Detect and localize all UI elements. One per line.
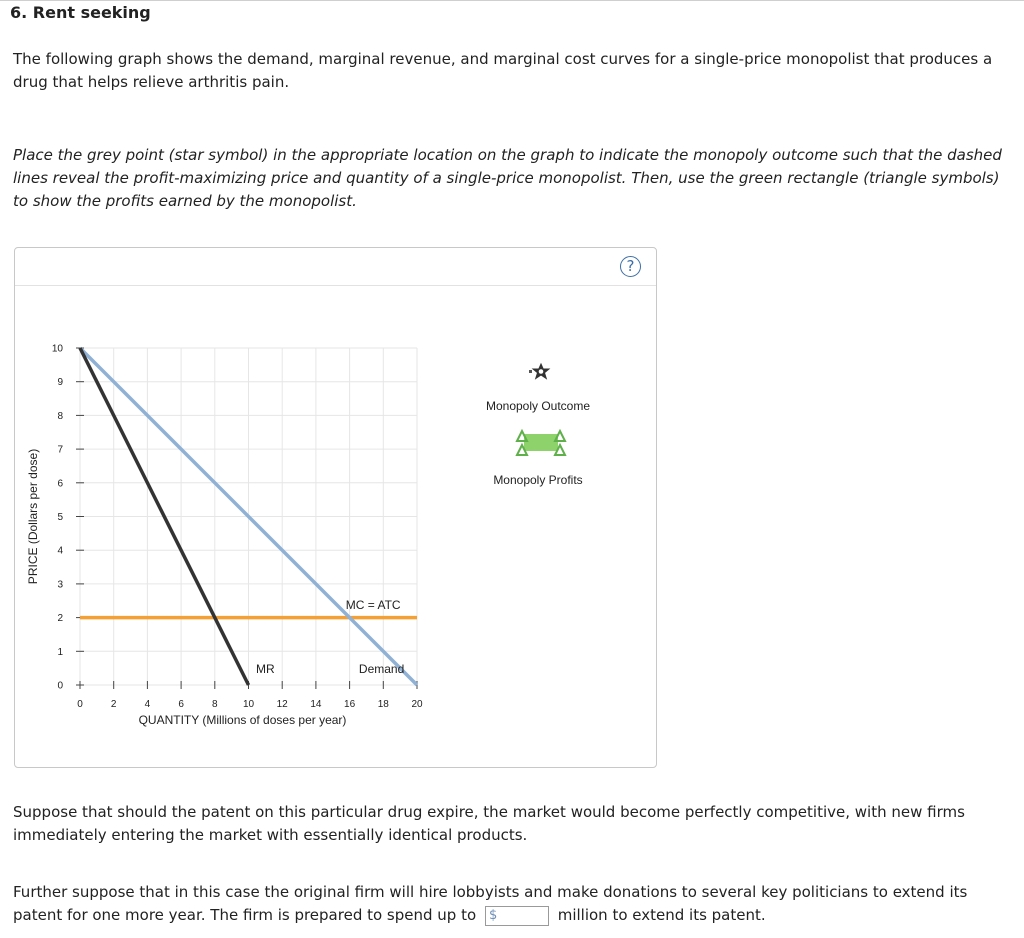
x-tick-label-16: 16 (344, 699, 356, 710)
patent-text: Suppose that should the patent on this particular drug expire, the market would become perfectly competitive, with new firms immediately entering the market with essentially identical products. (13, 803, 965, 844)
star-center (539, 369, 544, 374)
graph-panel (14, 247, 657, 768)
x-tick-label-18: 18 (377, 699, 389, 710)
mc-atc-label: MC = ATC (345, 598, 401, 613)
triangle-icon-top-left (517, 431, 527, 441)
monopoly-profits-tool[interactable] (517, 431, 565, 455)
chart-svg (15, 248, 656, 767)
x-axis-title: QUANTITY (Millions of doses per year) (138, 713, 347, 727)
y-tick-label-1: 1 (57, 646, 63, 658)
answer-input[interactable] (485, 906, 549, 926)
y-tick-label-3: 3 (57, 579, 63, 591)
dollar-sign: $ (488, 907, 498, 923)
x-tick-label-8: 8 (212, 699, 218, 710)
lobby-text-before: Further suppose that in this case the original firm will hire lobbyists and make donations to several key politicians to extend its patent for one more year. The firm is prepared to spend up to (13, 883, 968, 924)
instructions-text: Place the grey point (star symbol) in the appropriate location on the graph to indicate the monopoly outcome such that the dashed lines reveal the profit-maximizing price and quantity of a single-price monopolist. Then, use the green rectangle (triangle symbols) to show the profits earned by the monopolist. (13, 146, 1002, 210)
y-tick-label-4: 4 (57, 545, 63, 557)
y-tick-label-10: 10 (51, 343, 63, 355)
intro-text: The following graph shows the demand, marginal revenue, and marginal cost curves for a single-price monopolist that produces a drug that helps relieve arthritis pain. (13, 50, 993, 91)
x-tick-label-12: 12 (276, 699, 288, 710)
top-rule (0, 0, 1024, 1)
y-tick-label-2: 2 (57, 613, 63, 625)
demand-label: Demand (358, 662, 405, 677)
star-tool-marker (529, 370, 532, 373)
profit-rectangle-icon (524, 434, 558, 451)
ticks (52, 344, 423, 711)
y-tick-label-8: 8 (57, 410, 63, 422)
x-tick-label-10: 10 (242, 699, 255, 710)
x-tick-label-4: 4 (144, 699, 151, 710)
y-tick-label-9: 9 (57, 377, 63, 389)
help-icon[interactable]: ? (620, 256, 641, 277)
monopoly-outcome-tool[interactable] (529, 364, 549, 379)
x-tick-label-14: 14 (310, 699, 322, 710)
y-tick-label-7: 7 (57, 444, 63, 456)
x-tick-label-0: 0 (77, 699, 83, 710)
x-tick-label-6: 6 (178, 699, 184, 710)
x-tick-label-2: 2 (110, 699, 117, 710)
y-tick-label-5: 5 (57, 512, 63, 523)
lobby-text-after: million to extend its patent. (557, 906, 766, 924)
triangle-icon-top-right (555, 431, 565, 441)
lobby-paragraph (13, 881, 1003, 927)
y-tick-label-0: 0 (57, 680, 63, 692)
mr-label: MR (256, 662, 275, 677)
y-axis-title: PRICE (Dollars per dose) (26, 448, 40, 585)
legend-monopoly-outcome: Monopoly Outcome (485, 399, 591, 413)
legend-monopoly-profits: Monopoly Profits (493, 473, 583, 487)
x-tick-label-20: 20 (411, 699, 423, 710)
y-tick-label-6: 6 (57, 478, 63, 490)
question-title: 6. Rent seeking (10, 3, 151, 22)
